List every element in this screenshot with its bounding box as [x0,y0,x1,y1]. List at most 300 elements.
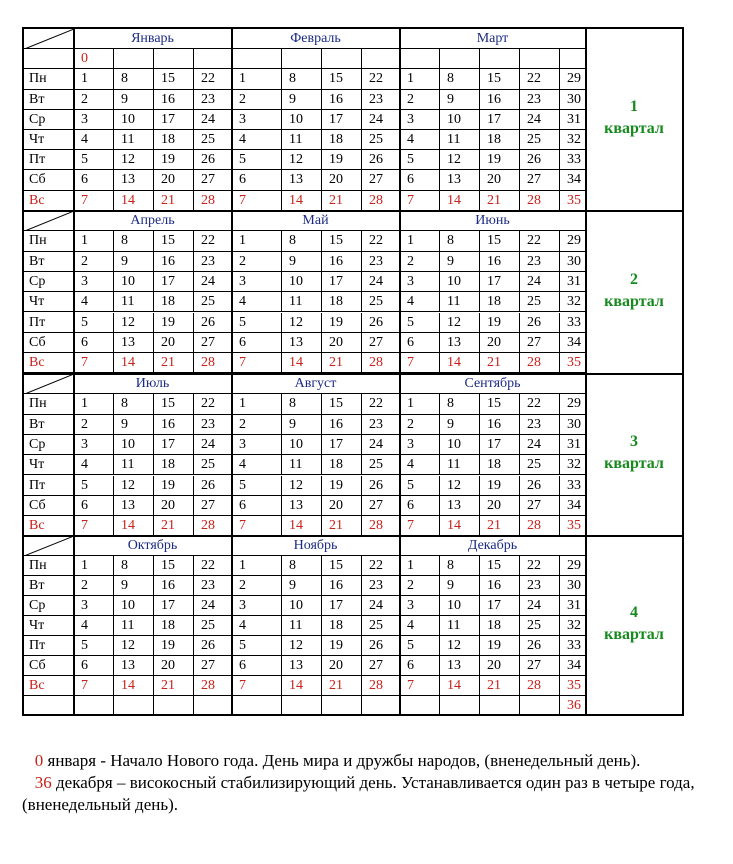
day-cell: 13 [440,170,480,190]
day-cell: 6 [232,656,282,676]
month-title-11: Ноябрь [232,536,400,556]
day-cell: 26 [362,636,400,656]
day-cell: 24 [194,596,232,616]
day-cell: 16 [480,576,520,596]
quarter-number: 1 [630,98,638,115]
day-cell: 28 [362,353,400,373]
day-cell: 16 [480,252,520,272]
day-cell: 3 [400,272,440,292]
day-cell: 1 [232,231,282,251]
day-cell: 8 [282,231,322,251]
day-cell: 1 [232,69,282,89]
day-cell: 32 [560,292,586,312]
day-cell: 13 [282,170,322,190]
month-title-9: Сентябрь [400,374,586,394]
day-cell: 4 [232,616,282,636]
weekday-label: Пн [24,69,74,89]
day-cell: 16 [154,415,194,435]
day-cell: 1 [400,69,440,89]
weekday-label: Вс [24,516,74,536]
corner-cell [24,211,74,231]
day-cell: 21 [480,676,520,696]
day-cell: 35 [560,676,586,696]
day-cell: 4 [74,130,114,150]
day-cell: 13 [282,496,322,516]
empty-day-cell [282,49,322,69]
day-cell: 26 [362,476,400,496]
day-cell: 14 [114,516,154,536]
day-cell: 26 [194,150,232,170]
weekday-label: Вс [24,676,74,696]
day-cell: 27 [362,656,400,676]
day-cell: 16 [154,576,194,596]
weekday-label: Пт [24,150,74,170]
weekday-label: Сб [24,333,74,353]
day-cell: 6 [74,170,114,190]
day-cell: 3 [74,435,114,455]
day-cell: 20 [322,170,362,190]
column-separator [73,29,75,714]
empty-label-cell [24,696,74,716]
day-cell: 16 [322,252,362,272]
day-cell: 24 [194,435,232,455]
day-cell: 13 [114,496,154,516]
day-cell: 35 [560,516,586,536]
day-cell: 15 [154,556,194,576]
day-cell: 7 [74,191,114,211]
day-cell: 23 [194,576,232,596]
day-cell: 23 [362,90,400,110]
day-cell: 32 [560,455,586,475]
day-cell: 18 [322,455,362,475]
day-cell: 17 [154,596,194,616]
day-cell: 20 [322,656,362,676]
day-cell: 3 [74,272,114,292]
empty-day-cell [194,696,232,716]
month-title-3: Март [400,29,586,49]
day-cell: 12 [440,150,480,170]
day-cell: 19 [480,313,520,333]
day-cell: 27 [520,656,560,676]
day-cell: 14 [440,516,480,536]
empty-day-cell [560,49,586,69]
month-title-1: Январь [74,29,232,49]
day-cell: 27 [362,333,400,353]
day-cell: 7 [74,676,114,696]
day-cell: 20 [480,656,520,676]
day-cell: 13 [440,656,480,676]
day-cell: 11 [282,616,322,636]
day-cell: 26 [194,636,232,656]
weekday-label: Вт [24,576,74,596]
day-cell: 23 [194,90,232,110]
day-cell: 11 [440,130,480,150]
day-cell: 6 [74,656,114,676]
day-cell: 21 [154,676,194,696]
day-cell: 6 [232,496,282,516]
day-cell: 5 [232,476,282,496]
day-cell: 8 [440,69,480,89]
day-cell: 8 [282,69,322,89]
day-cell: 20 [322,496,362,516]
corner-cell [24,29,74,49]
day-cell: 20 [154,496,194,516]
day-cell: 14 [114,676,154,696]
day-cell: 23 [362,252,400,272]
day-cell: 3 [74,110,114,130]
quarter-label-3 [586,431,682,475]
day-cell: 29 [560,556,586,576]
day-cell: 30 [560,90,586,110]
day-cell: 9 [282,90,322,110]
day-cell: 27 [194,656,232,676]
weekday-label: Сб [24,170,74,190]
day-cell: 19 [322,476,362,496]
day-cell: 7 [74,353,114,373]
day-cell: 22 [520,394,560,414]
day-cell: 22 [362,556,400,576]
day-cell: 5 [400,476,440,496]
day-cell: 14 [440,676,480,696]
day-cell: 8 [440,231,480,251]
day-cell: 12 [114,313,154,333]
day-cell: 5 [74,150,114,170]
day-cell: 4 [232,292,282,312]
weekday-label: Ср [24,435,74,455]
day-cell: 25 [194,292,232,312]
day-cell: 7 [232,516,282,536]
day-cell: 20 [322,333,362,353]
day-cell: 32 [560,130,586,150]
day-cell: 19 [154,313,194,333]
day-cell: 5 [232,636,282,656]
day-cell: 21 [322,676,362,696]
day-cell: 30 [560,252,586,272]
day-cell: 6 [74,496,114,516]
day-cell: 28 [520,516,560,536]
day-cell: 15 [480,394,520,414]
day-cell: 19 [154,636,194,656]
day-cell: 28 [362,676,400,696]
day-cell: 8 [440,394,480,414]
day-cell: 9 [114,415,154,435]
empty-day-cell [520,49,560,69]
day-cell: 12 [282,636,322,656]
quarter-label-4 [586,602,682,646]
day-cell: 7 [232,191,282,211]
day-cell: 10 [114,272,154,292]
notes [22,750,727,816]
empty-day-cell [400,49,440,69]
day-cell: 4 [400,616,440,636]
day-cell: 8 [114,394,154,414]
day-cell: 26 [520,636,560,656]
day-cell: 9 [114,576,154,596]
day-cell: 10 [440,596,480,616]
day-cell: 24 [194,272,232,292]
quarter-number: 2 [630,270,638,288]
day-cell: 9 [282,415,322,435]
day-cell: 15 [154,69,194,89]
day-cell: 3 [400,110,440,130]
day-cell: 18 [480,616,520,636]
month-title-7: Июль [74,374,232,394]
day-cell: 17 [154,272,194,292]
day-cell: 27 [520,333,560,353]
day-cell: 18 [480,455,520,475]
day-cell: 21 [154,516,194,536]
day-cell: 4 [232,455,282,475]
day-cell: 3 [232,110,282,130]
day-cell: 2 [400,90,440,110]
day-cell: 15 [480,556,520,576]
day-cell: 31 [560,596,586,616]
day-cell: 23 [362,576,400,596]
empty-day-cell [232,49,282,69]
day-cell: 4 [400,130,440,150]
empty-day-cell [282,696,322,716]
day-cell: 22 [362,69,400,89]
day-cell: 25 [520,455,560,475]
day-cell: 15 [480,231,520,251]
day-cell: 6 [400,170,440,190]
day-cell: 13 [282,333,322,353]
day-cell: 17 [154,435,194,455]
day-cell: 34 [560,656,586,676]
day-cell: 17 [322,272,362,292]
day-cell: 11 [114,455,154,475]
day-cell: 2 [232,576,282,596]
day-cell: 8 [282,394,322,414]
day-cell: 22 [362,231,400,251]
day-cell: 14 [282,676,322,696]
day-cell: 9 [114,90,154,110]
empty-day-cell [154,696,194,716]
day-cell: 18 [154,455,194,475]
day-cell: 24 [362,110,400,130]
day-cell: 9 [114,252,154,272]
empty-day-cell [440,696,480,716]
day-cell: 15 [480,69,520,89]
day-cell: 19 [154,476,194,496]
weekday-label: Чт [24,455,74,475]
quarter-label-1 [586,96,682,140]
day-cell: 14 [440,353,480,373]
weekday-label: Ср [24,110,74,130]
day-cell: 4 [74,455,114,475]
day-cell: 9 [440,90,480,110]
day-cell: 18 [322,616,362,636]
day-cell: 30 [560,415,586,435]
day-cell: 8 [440,556,480,576]
day-cell: 5 [74,636,114,656]
weekday-label: Вт [24,90,74,110]
day-cell: 16 [154,252,194,272]
day-cell: 18 [480,292,520,312]
day-cell: 22 [362,394,400,414]
day-cell: 19 [480,476,520,496]
day-cell: 12 [282,150,322,170]
day-cell: 24 [520,435,560,455]
empty-day-cell [114,49,154,69]
day-cell: 11 [114,616,154,636]
day-cell: 17 [480,272,520,292]
day-cell: 19 [154,150,194,170]
day-cell: 24 [520,596,560,616]
weekday-label: Сб [24,496,74,516]
day-cell: 10 [114,110,154,130]
day-cell: 15 [322,556,362,576]
month-title-6: Июнь [400,211,586,231]
day-cell: 29 [560,394,586,414]
day-cell: 27 [520,170,560,190]
day-cell: 5 [400,636,440,656]
day-cell: 10 [440,435,480,455]
day-cell: 2 [74,90,114,110]
quarter-word: квартал [604,120,664,137]
day-cell: 21 [322,191,362,211]
day-cell: 28 [520,353,560,373]
month-title-2: Февраль [232,29,400,49]
day-cell: 22 [194,394,232,414]
quarter-word: квартал [604,455,664,472]
weekday-label: Чт [24,616,74,636]
day-cell: 17 [480,596,520,616]
day-cell: 25 [520,616,560,636]
day-cell: 14 [114,353,154,373]
day-cell: 16 [322,576,362,596]
quarter-word: квартал [604,292,664,310]
day-cell: 34 [560,333,586,353]
day-cell: 4 [400,455,440,475]
day-36: 36 [560,696,586,716]
day-cell: 31 [560,272,586,292]
day-cell: 11 [440,455,480,475]
day-cell: 10 [440,272,480,292]
quarter-label-2 [586,269,682,313]
day-cell: 7 [400,353,440,373]
day-cell: 29 [560,69,586,89]
weekday-label: Чт [24,130,74,150]
day-cell: 14 [282,516,322,536]
day-cell: 18 [154,292,194,312]
weekday-label: Пн [24,556,74,576]
day-cell: 20 [480,333,520,353]
corner-cell [24,374,74,394]
empty-day-cell [74,696,114,716]
day-cell: 10 [282,435,322,455]
day-cell: 26 [194,476,232,496]
day-cell: 28 [520,191,560,211]
day-cell: 2 [232,252,282,272]
weekday-label: Пт [24,476,74,496]
day-cell: 4 [74,292,114,312]
empty-day-cell [322,49,362,69]
weekday-label: Вт [24,415,74,435]
day-cell: 19 [480,636,520,656]
day-cell: 23 [520,90,560,110]
day-cell: 18 [322,292,362,312]
day-cell: 33 [560,150,586,170]
day-cell: 9 [440,252,480,272]
day-cell: 27 [362,170,400,190]
day-cell: 20 [154,656,194,676]
day-cell: 20 [480,170,520,190]
day-cell: 28 [362,191,400,211]
day-cell: 25 [362,455,400,475]
day-zero: 0 [74,49,114,69]
day-cell: 2 [400,576,440,596]
day-cell: 21 [480,353,520,373]
day-cell: 35 [560,353,586,373]
month-title-10: Октябрь [74,536,232,556]
day-cell: 8 [114,231,154,251]
day-cell: 22 [520,556,560,576]
day-cell: 25 [520,292,560,312]
day-cell: 1 [74,394,114,414]
day-cell: 8 [114,69,154,89]
day-cell: 33 [560,636,586,656]
day-cell: 13 [114,333,154,353]
day-cell: 12 [440,313,480,333]
day-cell: 10 [114,596,154,616]
day-cell: 22 [194,556,232,576]
column-separator [231,29,233,714]
day-cell: 14 [114,191,154,211]
day-cell: 17 [322,435,362,455]
day-cell: 7 [400,516,440,536]
day-cell: 13 [114,170,154,190]
day-cell: 2 [400,252,440,272]
corner-cell [24,536,74,556]
day-cell: 13 [282,656,322,676]
quarter-number: 3 [630,433,638,450]
calendar-table [22,27,684,716]
day-cell: 28 [194,191,232,211]
day-cell: 28 [520,676,560,696]
month-title-8: Август [232,374,400,394]
day-cell: 16 [480,415,520,435]
day-cell: 6 [400,656,440,676]
day-cell: 24 [362,272,400,292]
day-cell: 17 [154,110,194,130]
empty-day-cell [362,49,400,69]
weekday-label: Пт [24,636,74,656]
day-cell: 32 [560,616,586,636]
empty-label-cell [24,49,74,69]
day-cell: 7 [400,676,440,696]
day-cell: 18 [322,130,362,150]
empty-day-cell [480,696,520,716]
day-cell: 9 [282,252,322,272]
empty-day-cell [440,49,480,69]
day-cell: 14 [282,353,322,373]
day-cell: 12 [114,636,154,656]
day-cell: 17 [480,435,520,455]
day-cell: 3 [232,596,282,616]
day-cell: 20 [154,170,194,190]
day-cell: 1 [400,231,440,251]
day-cell: 22 [194,69,232,89]
day-cell: 15 [154,394,194,414]
column-separator [585,29,587,714]
day-cell: 5 [400,313,440,333]
day-cell: 22 [520,69,560,89]
day-cell: 31 [560,110,586,130]
day-cell: 10 [440,110,480,130]
day-cell: 10 [282,272,322,292]
day-cell: 5 [400,150,440,170]
